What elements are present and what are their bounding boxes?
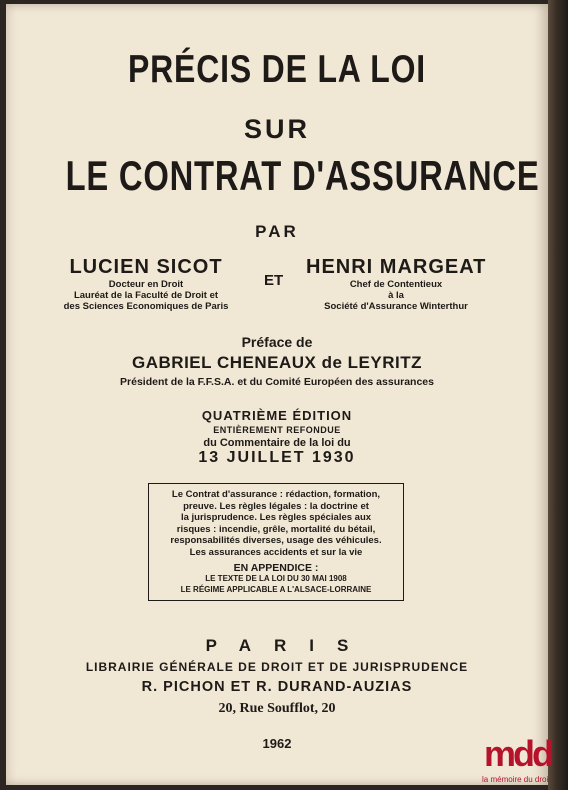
title-line-3: LE CONTRAT D'ASSURANCE (65, 152, 540, 199)
edition-line-3: du Commentaire de la loi du (203, 437, 351, 449)
publisher-city: PARIS (205, 636, 372, 655)
by-label: PAR (255, 222, 299, 241)
mdd-logo (482, 735, 566, 787)
contents-line: responsabilités diverses, usage des véhicules. (170, 535, 382, 546)
publisher-owners: R. PICHON ET R. DURAND-AUZIAS (141, 679, 413, 695)
appendix-title: EN APPENDICE : (233, 562, 319, 574)
publisher-name: LIBRAIRIE GÉNÉRALE DE DROIT ET DE JURISPRUDENCE (85, 660, 469, 674)
title-page (6, 4, 551, 785)
edition-line-2: ENTIÈREMENT REFONDUE (213, 425, 341, 435)
contents-line: Les assurances accidents et sur la vie (189, 546, 363, 558)
author-2-line: Société d'Assurance Winterthur (324, 301, 468, 312)
logo-tagline: la mémoire du droit (482, 775, 551, 784)
author-1-line: Docteur en Droit (108, 279, 184, 290)
preface-label: Préface de (241, 334, 313, 350)
appendix-line: LE RÉGIME APPLICABLE A L'ALSACE-LORRAINE (180, 584, 372, 594)
author-2 (306, 256, 486, 312)
author-2-line: Chef de Contentieux (349, 279, 443, 290)
contents-line: Le Contrat d'assurance : rédaction, formation, (171, 489, 381, 500)
appendix-line: LE TEXTE DE LA LOI DU 30 MAI 1908 (205, 574, 347, 583)
edition-line-1: QUATRIÈME ÉDITION (201, 408, 353, 423)
contents-line: preuve. Les règles légales : la doctrine et (183, 500, 369, 512)
edition-line-4: 13 JUILLET 1930 (198, 449, 356, 466)
publication-year: 1962 (262, 736, 292, 751)
contents-line: la jurisprudence. Les règles spéciales aux (180, 512, 372, 523)
author-1-line: Lauréat de la Faculté de Droit et (73, 290, 219, 301)
book-edge (548, 0, 568, 790)
contents-line: risques : incendie, grêle, mortalité du bétail, (176, 523, 376, 535)
author-1-line: des Sciences Economiques de Paris (63, 301, 229, 312)
conjunction: ET (264, 272, 284, 289)
author-2-name: HENRI MARGEAT (306, 256, 487, 278)
author-1-name: LUCIEN SICOT (69, 256, 223, 278)
author-1 (56, 256, 236, 312)
title-line-2: SUR (243, 114, 310, 144)
preface-role: Président de la F.F.S.A. et du Comité Européen des assurances (120, 376, 434, 388)
publisher-address: 20, Rue Soufflot, 20 (218, 701, 336, 716)
preface-name: GABRIEL CHENEAUX de LEYRITZ (132, 353, 422, 372)
title-line-1: PRÉCIS DE LA LOI (127, 48, 426, 91)
logo-mark: mdd (484, 733, 551, 774)
contents-box (148, 483, 404, 601)
author-2-line: à la (388, 290, 404, 301)
